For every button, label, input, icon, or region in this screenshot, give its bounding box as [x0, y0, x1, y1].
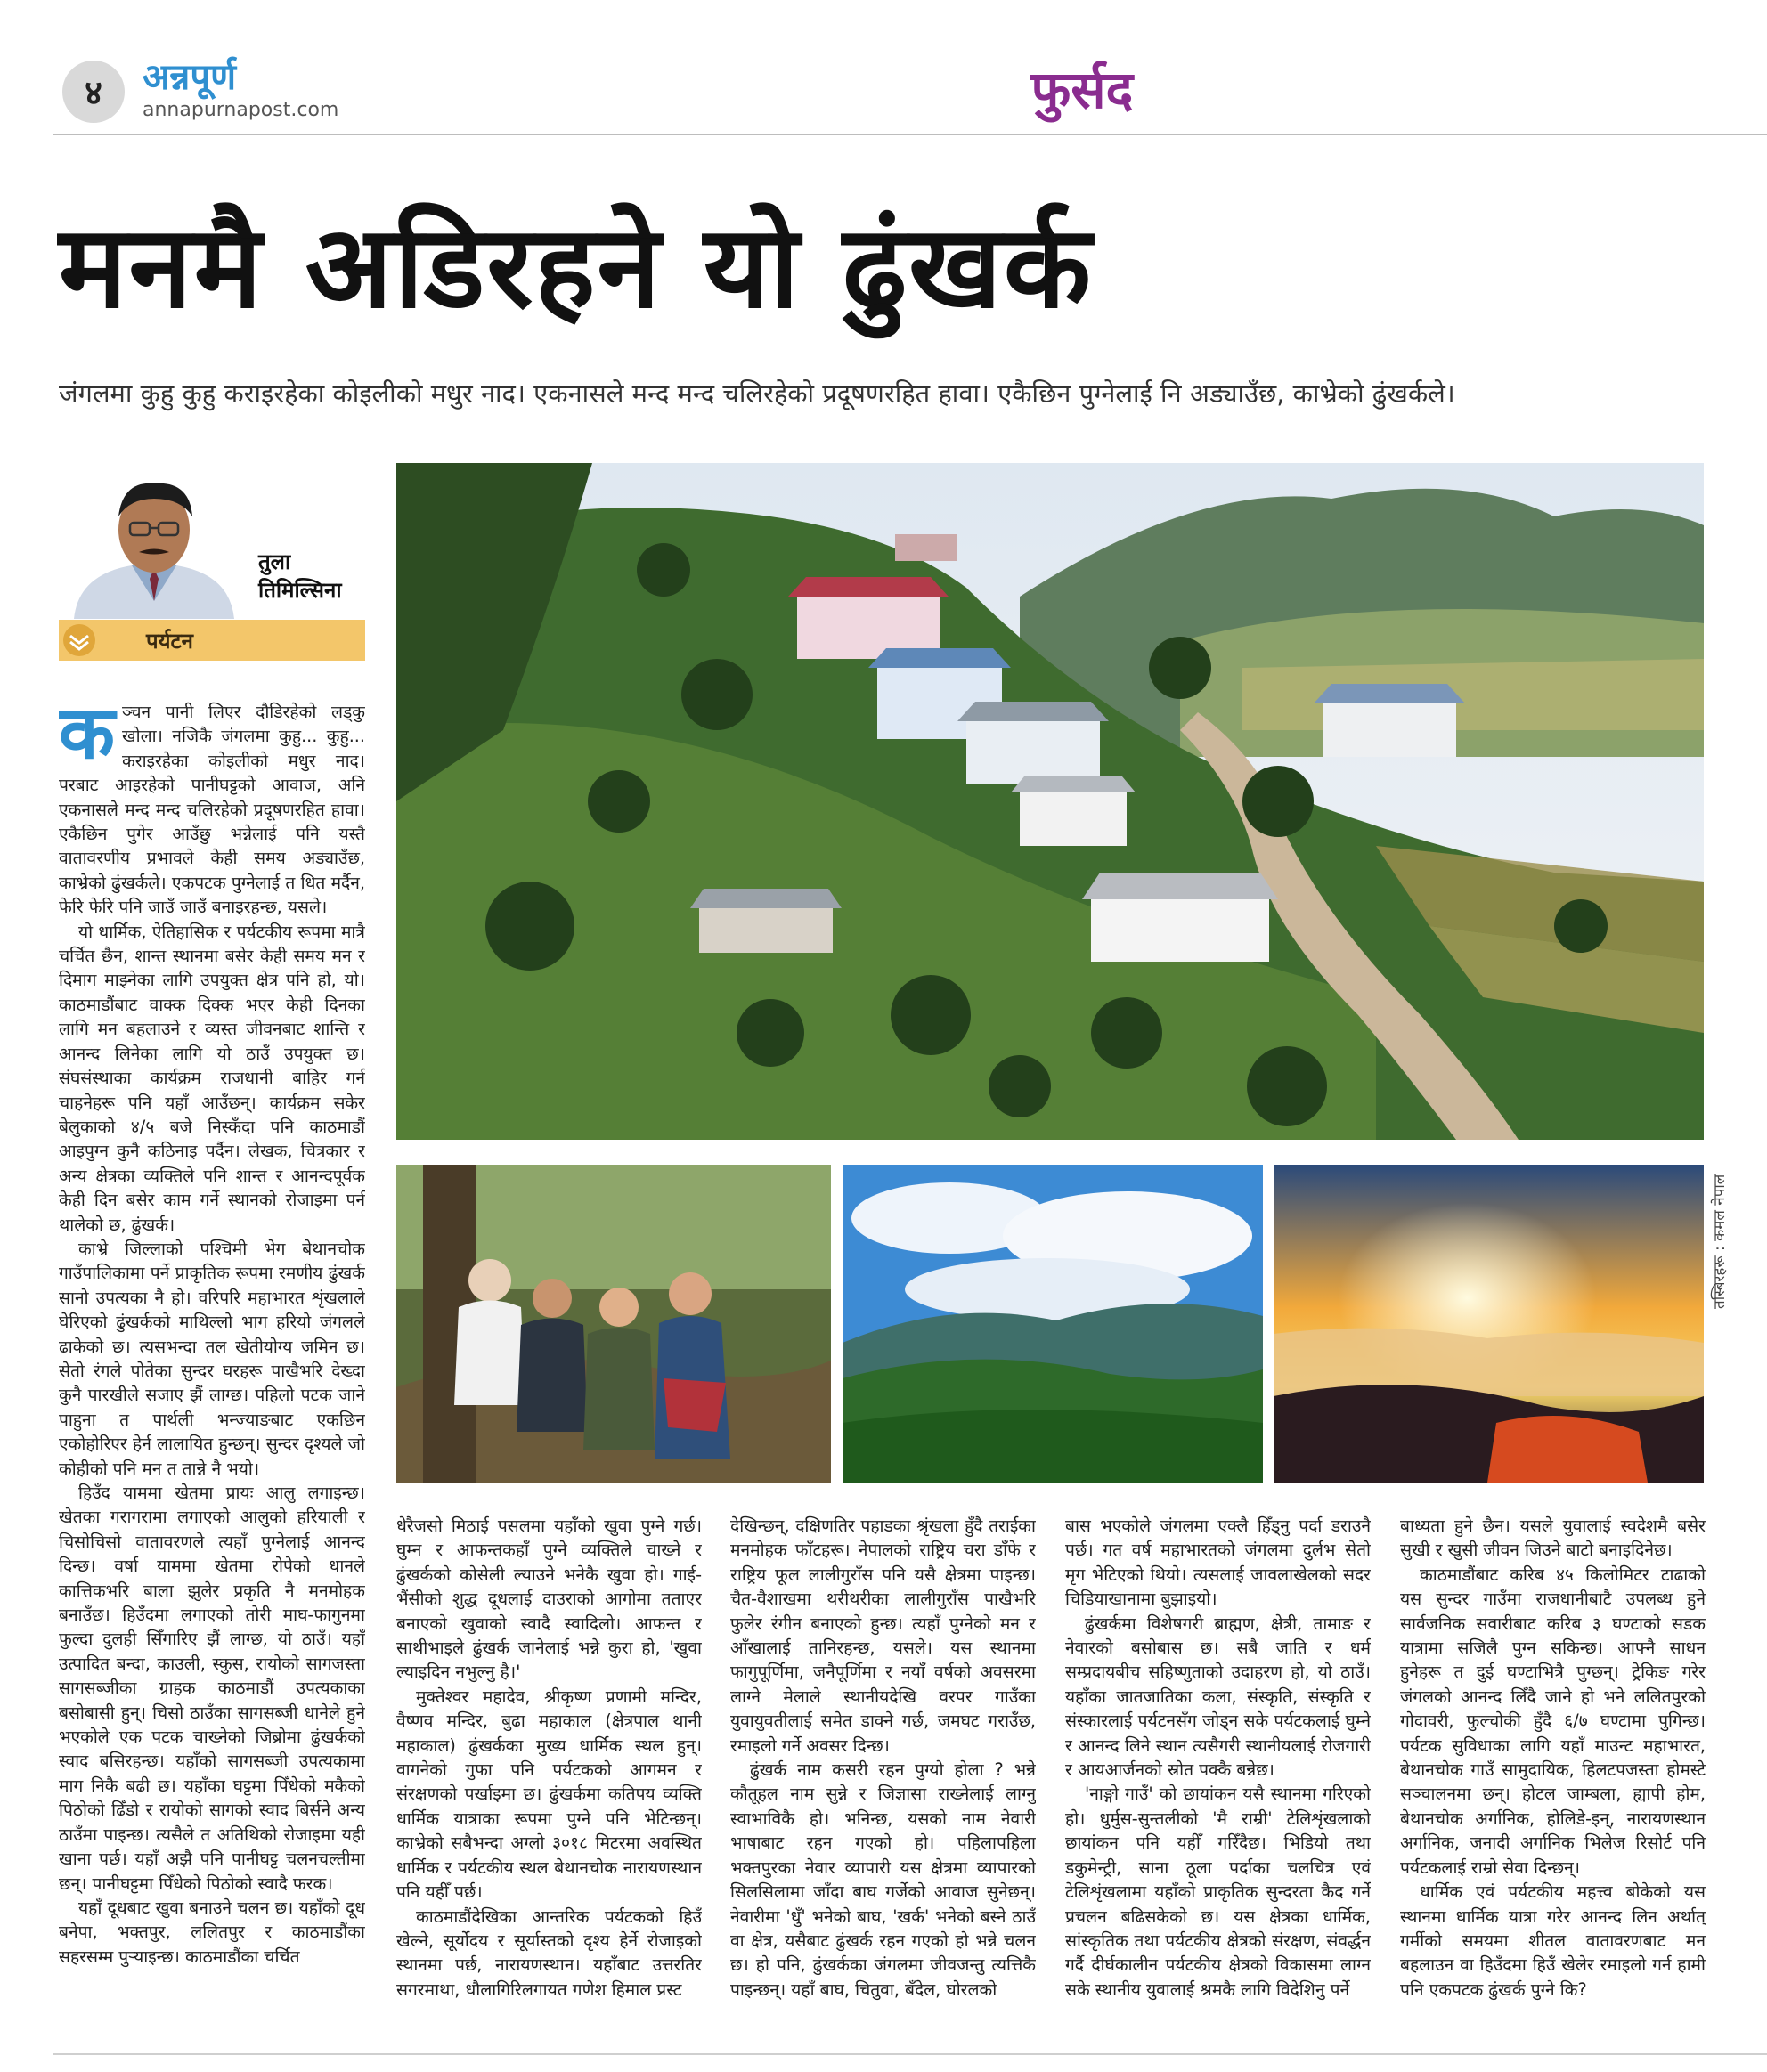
- article-column-3: [730, 1514, 1036, 2053]
- visitors-group-photo: [396, 1165, 831, 1483]
- village-hillside-photo: [396, 463, 1704, 1140]
- bottom-rule: [53, 2053, 1767, 2055]
- article-column-5: [1400, 1514, 1706, 2053]
- article-paragraph: धेरैजसो मिठाई पसलमा यहाँको खुवा पुग्ने गर्छ। घुम्न र आफन्तकहाँ पुग्ने व्यक्तिले चाख्ने र ढुंखर्कको कोसेली ल्याउने भनेकै खुवा हो। गाई-भैंसीको शुद्ध दूधलाई दाउराको आगोमा तताएर बनाएको खुवाको स्वादै स्वादिलो। आफन्त र साथीभाइले ढुंखर्क जानेलाई भन्ने कुरा हो, 'खुवा ल्याइदिन नभुल्नु है।': [396, 1515, 702, 1683]
- sunrise-photo: [1274, 1165, 1704, 1483]
- headline: मनमै अडिरहने यो ढुंखर्क: [59, 201, 1094, 334]
- brand-block[interactable]: [142, 57, 338, 123]
- page-number-badge: ४: [62, 61, 125, 123]
- article-column-2: [396, 1514, 702, 2053]
- article-paragraph: 'नाङ्गो गाउँ' को छायांकन यसै स्थानमा गरिएको हो। धुर्मुस-सुन्तलीको 'मै राम्री' टेलिशृंखलाको छायांकन पनि यहीँ गरिँदैछ। भिडियो तथा डकुमेन्ट्री, साना ठूला पर्दाका चलचित्र एवं टेलिशृंखलामा यहाँको प्राकृतिक सुन्दरता कैद गर्ने प्रचलन बढिसकेको छ। यस क्षेत्रका धार्मिक, सांस्कृतिक तथा पर्यटकीय क्षेत्रको संरक्षण, संवर्द्धन गर्दै दीर्घकालीन पर्यटकीय क्षेत्रको विकासमा लाग्न सके स्थानीय युवालाई श्रमकै लागि विदेशिनु पर्ने: [1065, 1784, 1371, 2000]
- standfirst: जंगलमा कुहु कुहु कराइरहेका कोइलीको मधुर नाद। एकनासले मन्द मन्द चलिरहेको प्रदूषणरहित हावा। एकैछिन पुग्नेलाई नि अड्याउँछ, काभ्रेको ढुंखर्कले।: [59, 378, 1455, 409]
- brand-name: अन्नपूर्ण: [142, 57, 236, 98]
- article-paragraph: काठमाडौंबाट करिब ४५ किलोमिटर टाढाको यस सुन्दर गाउँमा राजधानीबाटै उपलब्ध हुने सार्वजनिक सवारीबाट करिब ३ घण्टाको सडक यात्रामा सजिलै पुग्न सकिन्छ। आफ्नै साधन हुनेहरू त दुई घण्टाभित्रै पुग्छन्। ट्रेकिङ गरेर जंगलको आनन्द लिँदै जाने हो भने ललितपुरको गोदावरी, फुल्चोकी हुँदै ६/७ घण्टामा पुगिन्छ। पर्यटक सुविधाका लागि यहाँ माउन्ट महाभारत, बेथानचोक गाउँ सामुदायिक, हिलटपजस्ता होमस्टे सञ्चालनमा छन्। होटल जाम्बला, ह्यापी होम, बेथानचोक अर्गानिक, होलिडे-इन्, नारायणस्थान अर्गानिक, जनादी अर्गानिक भिलेज रिसोर्ट पनि पर्यटकलाई राम्रो सेवा दिन्छन्।: [1400, 1564, 1706, 1878]
- section-name: फुर्सद: [1030, 60, 1134, 120]
- author-last-name: तिमिल्सिना: [258, 578, 342, 603]
- article-paragraph: बाध्यता हुने छैन। यसले युवालाई स्वदेशमै बसेर सुखी र खुसी जीवन जिउने बाटो बनाइदिनेछ।: [1400, 1515, 1706, 1561]
- chevron-down-icon: [59, 620, 100, 661]
- article-paragraph: देखिन्छन्, दक्षिणतिर पहाडका श्रृंखला हुँदै तराईका मनमोहक फाँटहरू। नेपालको राष्ट्रिय चरा डाँफे र राष्ट्रिय फूल लालीगुराँस पनि यसै क्षेत्रमा पाइन्छ। चैत-वैशाखमा थरीथरीका लालीगुराँस पाखैभरि फुलेर रंगीन बनाएको हुन्छ। त्यहाँ पुग्नेको मन र आँखालाई तानिरहन्छ, यसले। यस स्थानमा फागुपूर्णिमा, जनैपूर्णिमा र नयाँ वर्षको अवसरमा लाग्ने मेलाले स्थानीयदेखि वरपर गाउँका युवायुवतीलाई समेत डाक्ने गर्छ, जमघट गराउँछ, रमाइलो गर्ने अवसर दिन्छ।: [730, 1515, 1036, 1756]
- author-first-name: तुला: [258, 549, 291, 574]
- article-paragraph: बास भएकोले जंगलमा एक्लै हिँड्नु पर्दा डराउनै पर्छ। गत वर्ष महाभारतको जंगलमा दुर्लभ सेतो मृग भेटिएको थियो। त्यसलाई जावलाखेलको सदर चिडियाखानामा बुझाइयो।: [1065, 1515, 1371, 1610]
- green-hills-photo: [843, 1165, 1263, 1483]
- author-portrait: [69, 467, 239, 619]
- category-bar: [59, 620, 365, 661]
- article-paragraph: यो धार्मिक, ऐतिहासिक र पर्यटकीय रूपमा मात्रै चर्चित छैन, शान्त स्थानमा बसेर केही समय मन र दिमाग माझ्नेका लागि उपयुक्त क्षेत्र पनि हो, यो। काठमाडौंबाट वाक्क दिक्क भएर केही दिनका लागि मन बहलाउने र व्यस्त जीवनबाट शान्ति र आनन्द लिनेका लागि यो ठाउँ उपयुक्त छ। संघसंस्थाका कार्यक्रम राजधानी बाहिर गर्न चाहनेहरू पनि यहाँ आउँछन्। कार्यक्रम सकेर बेलुकाको ४/५ बजे निस्कँदा पनि काठमाडौं आइपुग्न कुनै कठिनाइ पर्दैन। लेखक, चित्रकार र अन्य क्षेत्रका व्यक्तिले पनि शान्त र आनन्दपूर्वक केही दिन बसेर काम गर्ने स्थानको रोजाइमा पर्न थालेको छ, ढुंखर्क।: [59, 921, 365, 1235]
- article-paragraph: ढुंखर्कमा विशेषगरी ब्राह्मण, क्षेत्री, तामाङ र नेवारको बसोबास छ। सबै जाति र धर्म सम्प्रदायबीच सहिष्णुताको उदाहरण हो, यो ठाउँ। यहाँका जातजातिका कला, संस्कृति, संस्कृति र संस्कारलाई पर्यटनसँग जोड्न सके पर्यटकलाई घुम्ने र आनन्द लिने स्थान त्यसैगरी स्थानीयलाई रोजगारी र आयआर्जनको स्रोत पक्कै बन्नेछ।: [1065, 1613, 1371, 1781]
- article-column-1: [59, 700, 365, 2053]
- category-label: पर्यटन: [146, 628, 193, 654]
- drop-cap: क: [59, 700, 115, 776]
- article-paragraph: काठमाडौंदेखिका आन्तरिक पर्यटकको हिउँ खेल्ने, सूर्योदय र सूर्यास्तको दृश्य हेर्ने रोजाइको स्थानमा पर्छ, नारायणस्थान। यहाँबाट उत्तरतिर सगरमाथा, धौलागिरिलगायत गणेश हिमाल प्रस्ट: [396, 1905, 702, 2000]
- article-paragraph: हिउँद याममा खेतमा प्रायः आलु लगाइन्छ। खेतका गरागरामा लगाएको आलुको हरियाली र चिसोचिसो वातावरणले त्यहाँ पुग्नेलाई आनन्द दिन्छ। वर्षा याममा खेतमा रोपेको धानले कात्तिकभरि बाला झुलेर प्रकृति नै मनमोहक बनाउँछ। हिउँदमा लगाएको तोरी माघ-फागुनमा फुल्दा दुलही सिँगारिए झैं लाग्छ, यो ठाउँ। यहाँ उत्पादित बन्दा, काउली, स्कुस, रायोको सागजस्ता सागसब्जीका ग्राहक काठमाडौं उपत्यकाका बसोबासी हुन्। चिसो ठाउँका सागसब्जी धानेले हुने भएकोले एक पटक चाख्नेको जिब्रोमा ढुंखर्कको स्वाद बसिरहन्छ। यहाँको सागसब्जी उपत्यकामा माग निकै बढी छ। यहाँका घट्टमा पिँधेको मकैको पिठोको ढिँडो र रायोको सागको स्वाद बिर्सने अन्य ठाउँमा पाइन्छ। त्यसैले त अतिथिको रोजाइमा यही खाना पर्छ। यहाँ अझै पनि पानीघट्ट चलनचल्तीमा छन्। पानीघट्टमा पिँधेको पिठोको स्वादै फरक।: [59, 1483, 365, 1894]
- article-paragraph: यहाँ दूधबाट खुवा बनाउने चलन छ। यहाँको दूध बनेपा, भक्तपुर, ललितपुर र काठमाडौंका सहरसम्म पुऱ्याइन्छ। काठमाडौंका चर्चित: [59, 1897, 365, 1967]
- article-column-4: [1065, 1514, 1371, 2053]
- top-rule: [53, 134, 1767, 135]
- brand-url: annapurnapost.com: [142, 99, 339, 121]
- article-paragraph: मुक्तेश्वर महादेव, श्रीकृष्ण प्रणामी मन्दिर, वैष्णव मन्दिर, बुढा महाकाल (क्षेत्रपाल थानी महाकाल) ढुंखर्कका मुख्य धार्मिक स्थल हुन्। वागनेको गुफा पनि पर्यटकको आगमन र संरक्षणको पर्खाइमा छ। ढुंखर्कमा कतिपय व्यक्ति धार्मिक यात्राका रूपमा पुग्ने पनि भेटिन्छन्। काभ्रेको सबैभन्दा अग्लो ३०१८ मिटरमा अवस्थित धार्मिक र पर्यटकीय स्थल बेथानचोक नारायणस्थान पनि यहीँ पर्छ।: [396, 1686, 702, 1903]
- article-paragraph: धार्मिक एवं पर्यटकीय महत्त्व बोकेको यस स्थानमा धार्मिक यात्रा गरेर आनन्द लिन अर्थात् गर्मीको समयमा शीतल वातावरणबाट मन बहलाउन वा हिउँदमा हिउँ खेलेर रमाइलो गर्न हामी पनि एकपटक ढुंखर्क पुग्ने कि?: [1400, 1881, 1706, 2000]
- author-name: [258, 548, 342, 605]
- article-paragraph: कञ्चन पानी लिएर दौडिरहेको लड्कु खोला। नजिकै जंगलमा कुहु... कुहु... कराइरहेका कोइलीको मधुर नाद। परबाट आइरहेको पानीघट्टको आवाज, अनि एकनासले मन्द मन्द चलिरहेको प्रदूषणरहित हावा। एकैछिन पुगेर आउँछु भन्नेलाई पनि यस्तै वातावरणीय प्रभावले केही समय अड्याउँछ, काभ्रेको ढुंखर्कले। एकपटक पुग्नेलाई त धित मर्दैन, फेरि फेरि पनि जाउँ जाउँ बनाइरहन्छ, यसले।: [59, 700, 365, 918]
- photo-credit: तस्बिरहरू : कमल नेपाल: [1711, 1174, 1729, 1309]
- article-paragraph: ढुंखर्क नाम कसरी रहन पुग्यो होला ? भन्ने कौतूहल नाम सुन्ने र जिज्ञासा राख्नेलाई लाग्नु स्वाभाविकै हो। भनिन्छ, यसको नाम नेवारी भाषाबाट रहन गएको हो। पहिलापहिला भक्तपुरका नेवार व्यापारी यस क्षेत्रमा व्यापारको सिलसिलामा जाँदा बाघ गर्जेको आवाज सुनेछन्। नेवारीमा 'धुँ' भनेको बाघ, 'खर्क' भनेको बस्ने ठाउँ वा क्षेत्र, यसैबाट ढुंखर्क रहन गएको हो भन्ने चलन छ। हो पनि, ढुंखर्कका जंगलमा जीवजन्तु त्यत्तिकै पाइन्छन्। यहाँ बाघ, चितुवा, बँदेल, घोरलको: [730, 1759, 1036, 2000]
- article-paragraph: काभ्रे जिल्लाको पश्चिमी भेग बेथानचोक गाउँपालिकामा पर्ने प्राकृतिक रूपमा रमणीय ढुंखर्क सानो उपत्यका नै हो। वरिपरि महाभारत शृंखलाले घेरिएको ढुंखर्कको माथिल्लो भाग हरियो जंगलले ढाकेको छ। त्यसभन्दा तल खेतीयोग्य जमिन छ। सेतो रंगले पोतेका सुन्दर घरहरू पाखैभरि देख्दा कुनै पारखीले सजाए झैं लाग्छ। पहिलो पटक जाने पाहुना त पार्थली भन्ज्याङबाट एकछिन एकोहोरिएर हेर्न लालायित हुन्छन्। सुन्दर दृश्यले जो कोहीको पनि मन त तान्ने नै भयो।: [59, 1238, 365, 1479]
